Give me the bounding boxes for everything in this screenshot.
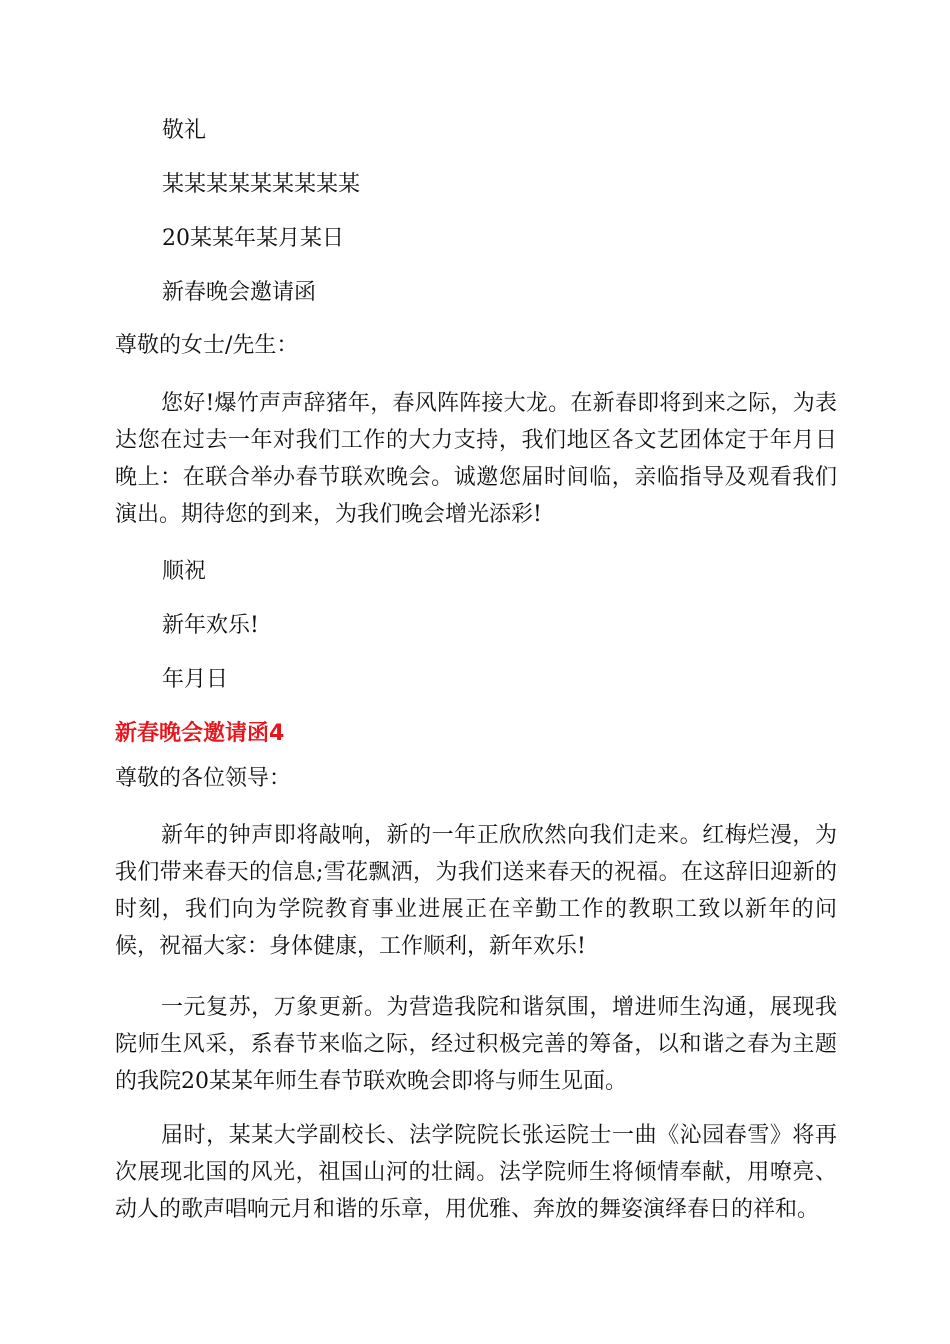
letter-greeting: 尊敬的女士/先生： [115,333,299,358]
letter-title: 新春晚会邀请函 [162,280,317,305]
section-paragraph-1: 新年的钟声即将敲响，新的一年正欣欣然向我们走来。红梅烂漫，为我们带来春天的信息;雪花飘洒，为我们送来春天的祝福。在这辞旧迎新的时刻，我们向为学院教育事业进展正在辛勤工作的教职工致以新年的问候，祝福大家：身体健康，工作顺利，新年欢乐! [115,823,837,959]
letter-wish-1: 顺祝 [162,559,207,584]
letter-date: 年月日 [162,667,229,692]
section-greeting: 尊敬的各位领导： [115,766,292,791]
letter-wish-2: 新年欢乐! [162,613,259,638]
closing-sender: 某某某某某某某某某 [162,172,361,197]
letter-body: 您好!爆竹声声辞猪年，春风阵阵接大龙。在新春即将到来之际，为表达您在过去一年对我们工作的大力支持，我们地区各文艺团体定于年月日晚上：在联合举办春节联欢晚会。诚邀您届时间临，亲临指导及观看我们演出。期待您的到来，为我们晚会增光添彩! [115,391,837,527]
section-paragraph-3: 届时，某某大学副校长、法学院院长张运院士一曲《沁园春雪》将再次展现北国的风光，祖国山河的壮阔。法学院师生将倾情奉献，用嘹亮、动人的歌声唱响元月和谐的乐章，用优雅、奔放的舞姿演绎春日的祥和。 [115,1123,837,1222]
closing-date: 20某某年某月某日 [162,226,344,251]
section-heading: 新春晚会邀请函4 [115,721,285,746]
closing-salute: 敬礼 [162,118,207,143]
section-paragraph-2: 一元复苏，万象更新。为营造我院和谐氛围，增进师生沟通，展现我院师生风采，系春节来临之际，经过积极完善的筹备，以和谐之春为主题的我院20某某年师生春节联欢晚会即将与师生见面。 [115,995,837,1094]
